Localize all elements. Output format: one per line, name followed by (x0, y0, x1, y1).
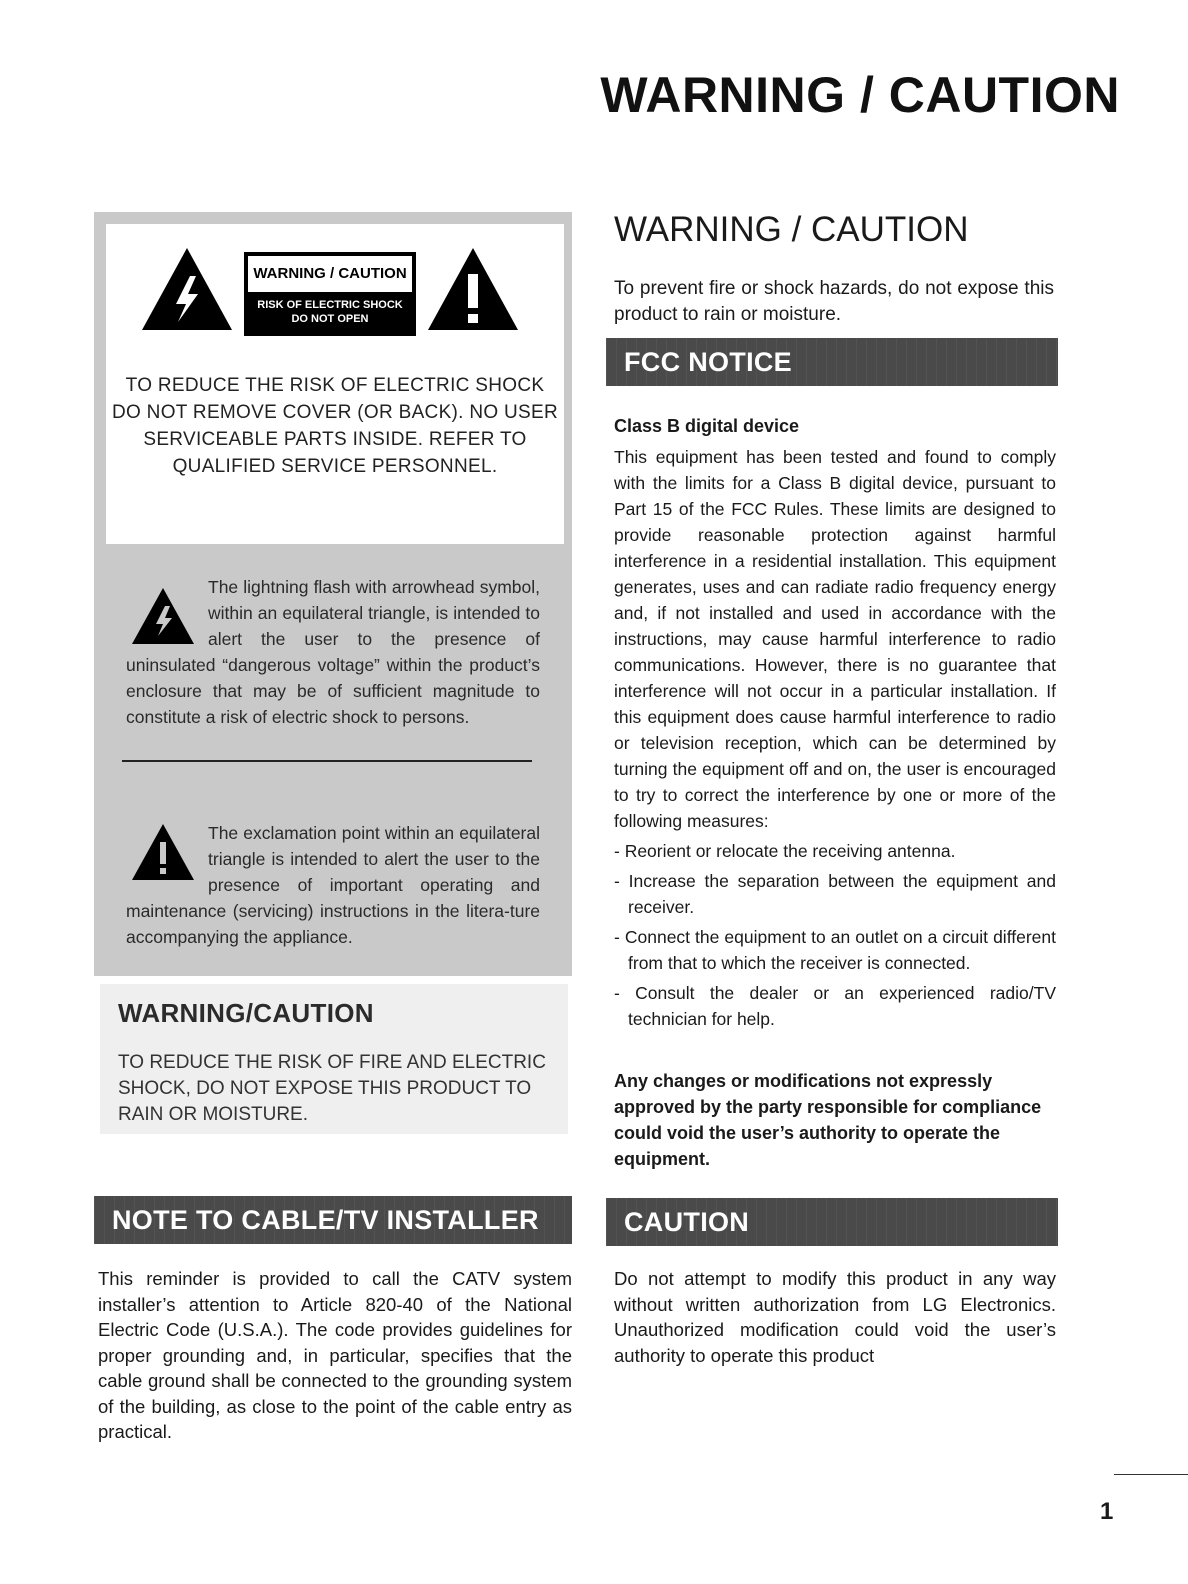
exclamation-small-icon (126, 820, 200, 898)
fcc-measures-list (614, 838, 1056, 1036)
lightning-text: The lightning flash with arrowhead symbol, within an equilateral triangle, is intended to alert the user to the presence of uninsulated “dangerous voltage” within the product’s enclosure that may be of sufficient magnitude to constitute a risk of electric shock to persons. (126, 577, 540, 727)
list-item: - Connect the equipment to an outlet on a circuit different from that to which the receiver is connected. (614, 927, 1056, 973)
shock-notice: TO REDUCE THE RISK OF ELECTRIC SHOCK DO NOT REMOVE COVER (OR BACK). NO USER SERVICEABLE PARTS INSIDE. REFER TO QUALIFIED SERVICE PERSONNEL. (112, 375, 558, 477)
fcc-notice-heading: FCC NOTICE (606, 338, 1058, 386)
lightning-warning-icon (140, 246, 234, 332)
label-box-title: WARNING / CAUTION (248, 256, 412, 292)
divider (122, 760, 532, 762)
warning-caution-title: WARNING/CAUTION (118, 998, 374, 1028)
page-number: 1 (1100, 1498, 1114, 1525)
page-title: WARNING / CAUTION (600, 67, 1120, 123)
warning-label-box (244, 252, 416, 336)
fcc-modification-notice: Any changes or modifications not expressly approved by the party responsible for compliance could void the user’s authority to operate the equipment. (614, 1071, 1042, 1169)
page-number-rule (1114, 1474, 1188, 1475)
caution-heading: CAUTION (606, 1198, 1058, 1246)
list-item: - Consult the dealer or an experienced radio/TV technician for help. (614, 983, 1056, 1029)
label-box-line2: DO NOT OPEN (291, 313, 369, 325)
exclamation-text: The exclamation point within an equilateral triangle is intended to alert the user to the presence of important operating and maintenance (servicing) instructions in the litera-ture accompanying the appliance. (126, 823, 540, 947)
exclamation-symbol-explanation (126, 820, 540, 950)
cable-installer-heading: NOTE TO CABLE/TV INSTALLER (94, 1196, 572, 1244)
cable-installer-text: This reminder is provided to call the CATV system installer’s attention to Article 820-40 of the National Electric Code (U.S.A.). The code provides guidelines for proper grounding and, in particular, specifies that the cable ground shall be connected to the grounding system of the building, as close to the point of the cable entry as practical. (98, 1268, 572, 1442)
fcc-body: This equipment has been tested and found to comply with the limits for a Class B digital device, pursuant to Part 15 of the FCC Rules. These limits are designed to provide reasonable protection against harmful interference in a residential installation. This equipment generates, uses and can radiate radio frequency energy and, if not installed and used in accordance with the instructions, may cause harmful interference to radio communications. However, there is no guarantee that interference will not occur in a particular installation. If this equipment does cause harmful interference to radio or television reception, which can be determined by turning the equipment off and on, the user is encouraged to try to correct the interference by one or more of the following measures: (614, 447, 1056, 831)
list-item: - Reorient or relocate the receiving antenna. (614, 841, 956, 861)
warning-caution-text: TO REDUCE THE RISK OF FIRE AND ELECTRIC SHOCK, DO NOT EXPOSE THIS PRODUCT TO RAIN OR MOISTURE. (118, 1052, 546, 1125)
caution-text: Do not attempt to modify this product in any way without written authorization from LG Electronics. Unauthorized modification could void the user’s authority to operate this product (614, 1268, 1056, 1366)
exclamation-warning-icon (426, 246, 520, 332)
intro-text: To prevent fire or shock hazards, do not expose this product to rain or moisture. (614, 278, 1054, 325)
lightning-symbol-explanation (126, 574, 540, 730)
lightning-small-icon (126, 574, 200, 652)
section-title: WARNING / CAUTION (614, 210, 969, 249)
list-item: - Increase the separation between the equipment and receiver. (614, 871, 1056, 917)
label-box-line1: RISK OF ELECTRIC SHOCK (257, 299, 403, 311)
fcc-subheading: Class B digital device (614, 416, 800, 436)
